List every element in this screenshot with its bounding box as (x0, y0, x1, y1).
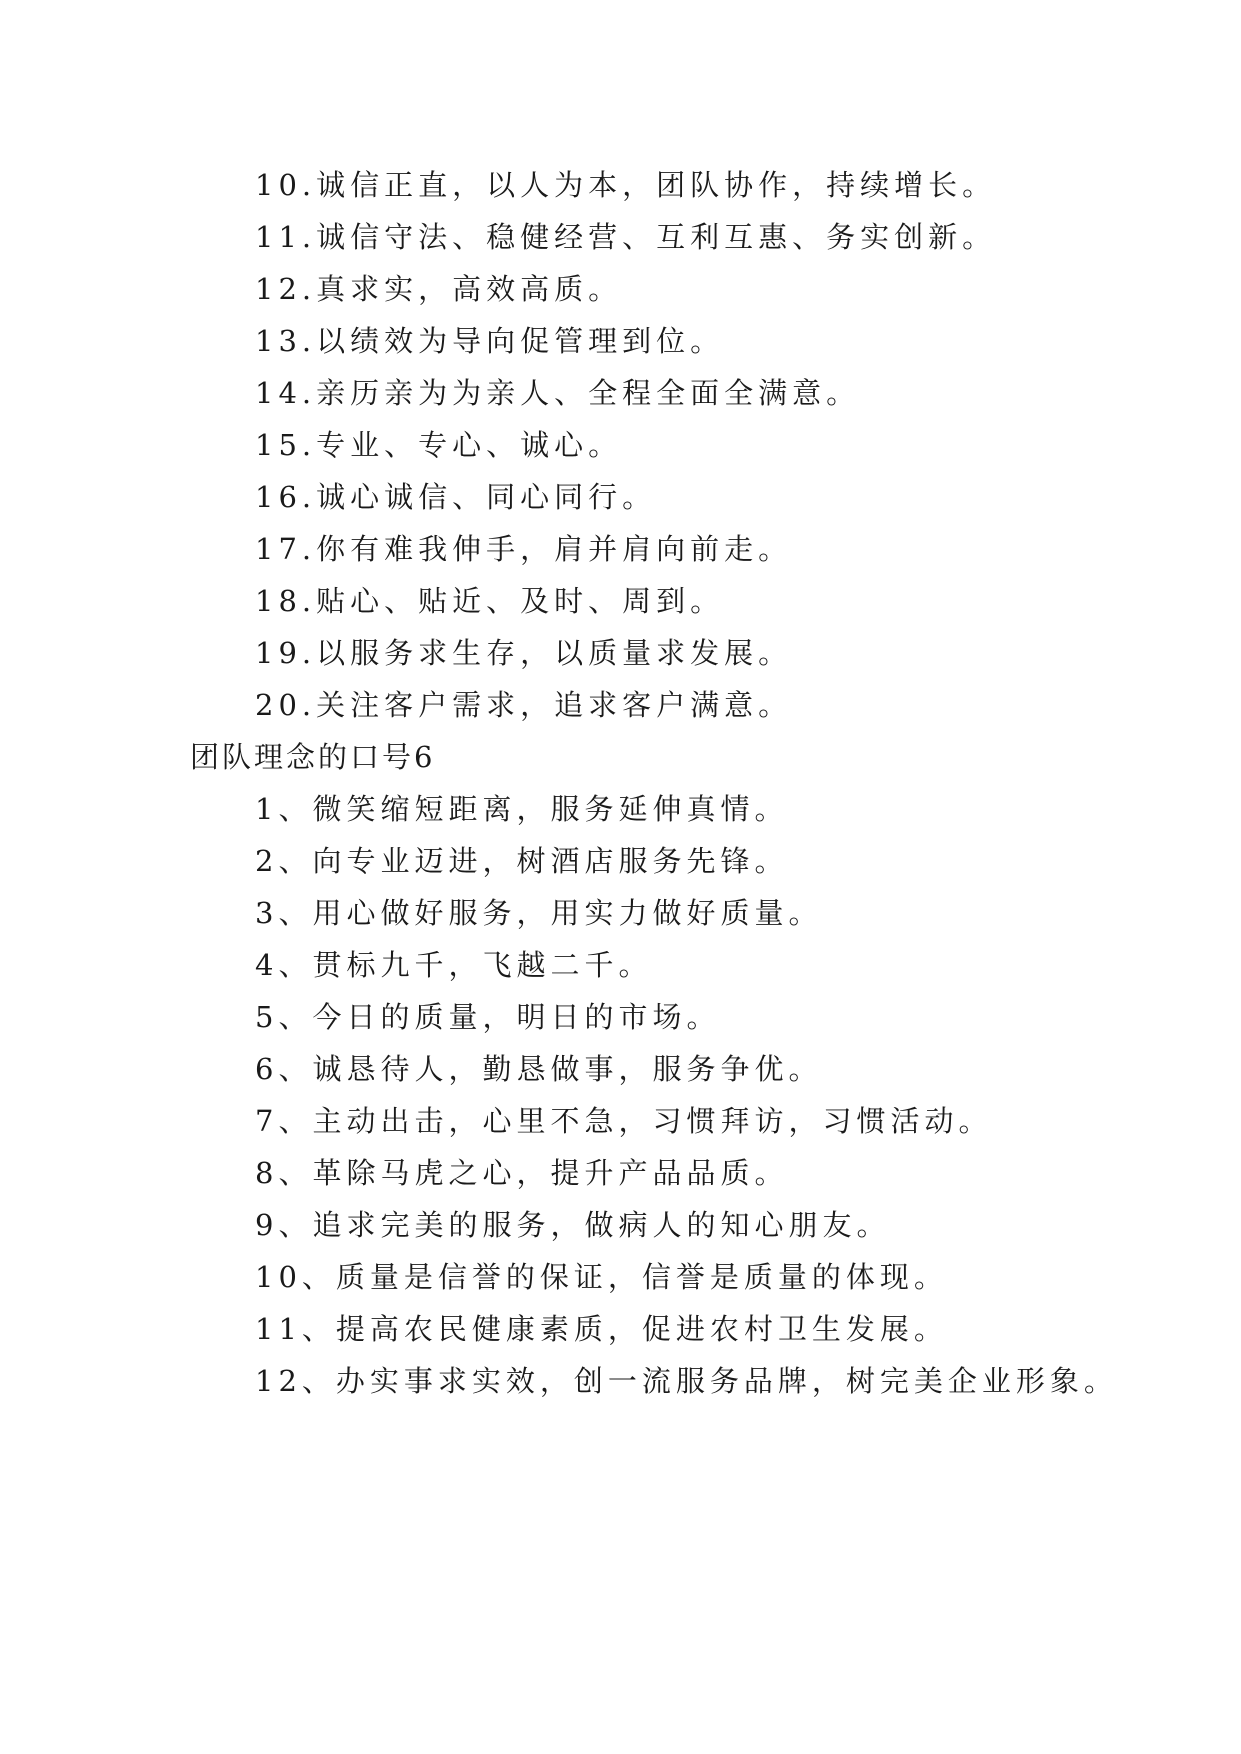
slogan-item: 16.诚心诚信、同心同行。 (255, 480, 657, 514)
slogan-item: 18.贴心、贴近、及时、周到。 (255, 584, 725, 618)
slogan-item: 8、革除马虎之心，提升产品品质。 (255, 1156, 789, 1190)
slogan-item: 1、微笑缩短距离，服务延伸真情。 (255, 792, 789, 826)
slogan-item: 7、主动出击，心里不急，习惯拜访，习惯活动。 (255, 1104, 993, 1138)
slogan-item: 4、贯标九千，飞越二千。 (255, 948, 653, 982)
slogan-item: 20.关注客户需求，追求客户满意。 (255, 688, 793, 722)
slogan-item: 9、追求完美的服务，做病人的知心朋友。 (255, 1208, 891, 1242)
slogan-item: 2、向专业迈进，树酒店服务先锋。 (255, 844, 789, 878)
slogan-item: 11、提高农民健康素质，促进农村卫生发展。 (255, 1312, 948, 1346)
section-heading: 团队理念的口号6 (190, 740, 436, 774)
slogan-item: 11.诚信守法、稳健经营、互利互惠、务实创新。 (255, 220, 997, 254)
slogan-item: 17.你有难我伸手，肩并肩向前走。 (255, 532, 793, 566)
slogan-item: 19.以服务求生存，以质量求发展。 (255, 636, 793, 670)
slogan-item: 15.专业、专心、诚心。 (255, 428, 623, 462)
slogan-item: 3、用心做好服务，用实力做好质量。 (255, 896, 823, 930)
slogan-item: 10.诚信正直，以人为本，团队协作，持续增长。 (255, 168, 997, 202)
slogan-item: 6、诚恳待人，勤恳做事，服务争优。 (255, 1052, 823, 1086)
slogan-item: 12、办实事求实效，创一流服务品牌，树完美企业形象。 (255, 1364, 1118, 1398)
slogan-item: 14.亲历亲为为亲人、全程全面全满意。 (255, 376, 861, 410)
slogan-item: 13.以绩效为导向促管理到位。 (255, 324, 725, 358)
slogan-item: 12.真求实，高效高质。 (255, 272, 623, 306)
slogan-item: 10、质量是信誉的保证，信誉是质量的体现。 (255, 1260, 948, 1294)
slogan-item: 5、今日的质量，明日的市场。 (255, 1000, 721, 1034)
